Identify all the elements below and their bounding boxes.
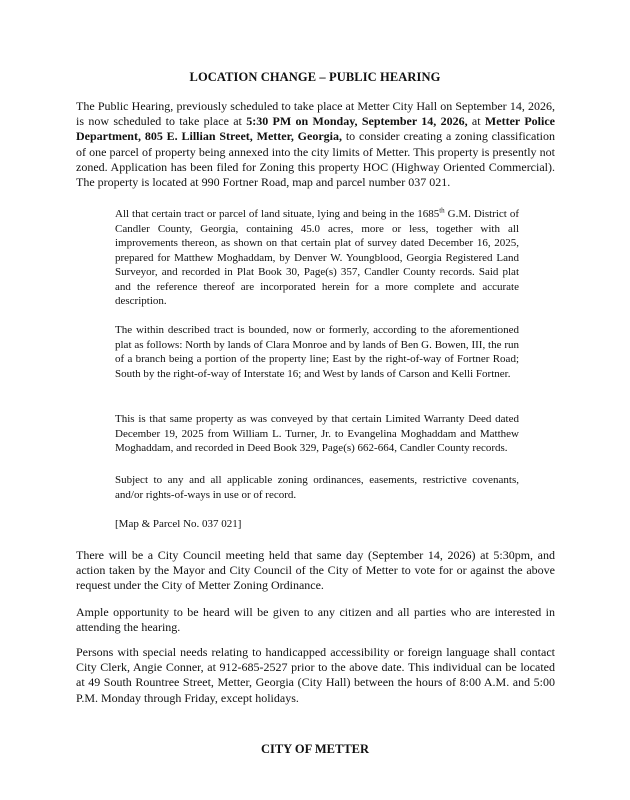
opportunity-paragraph: Ample opportunity to be heard will be given to any citizen and all parties who are interested in attending the hearing. [76,605,555,635]
intro-paragraph [76,99,555,190]
hearing-time: 5:30 PM on Monday, September 14, 2026, [246,114,468,129]
intro-text-3: to consider creating a zoning classification of one parcel of property being annexed into the city limits of Metter. This property is presently not zoned. Application has been filed for Zoning this property HOC (Highway Oriented Commercial). The property is located at 990 Fortner Road, map and parcel number 037 021. [76,129,555,190]
deed-paragraph: This is that same property as was conveyed by that certain Limited Warranty Deed dated December 19, 2025 from William L. Turner, Jr. to Evangelina Moghaddam and Matthew Moghaddam, and recorded in Deed Book 329, Page(s) 662-664, Candler County records. [115,413,519,454]
council-meeting-paragraph: There will be a City Council meeting held that same day (September 14, 2026) at 5:30pm, and action taken by the Mayor and City Council of the City of Metter to vote for or against the above request under the City of Metter Zoning Ordinance. [76,548,555,593]
ordinal-suffix: th [439,206,445,215]
hearing-location: Metter Police Department, 805 E. Lillian Street, Metter, Georgia, [76,114,555,144]
signature-block: CITY OF METTER [260,742,370,756]
intro-text-2: at [467,114,485,129]
intro-text-1: The Public Hearing, previously scheduled to take place at Metter City Hall on September 14, 2026, is now scheduled to take place at [76,99,555,129]
legal-description-paragraph [115,207,519,309]
zoning-subject-paragraph: Subject to any and all applicable zoning ordinances, easements, restrictive covenants, and/or rights-of-ways in use or of record. [115,474,519,501]
boundaries-paragraph: The within described tract is bounded, now or formerly, according to the aforementioned plat as follows: North by lands of Clara Monroe and by lands of Ben G. Bowen, III, the run of a branch being a portion of the property line; East by the right-of-way of Fortner Road; South by the right-of-way of Interstate 16; and West by lands of Carson and Kelli Fortner. [115,324,519,380]
document-title: LOCATION CHANGE – PUBLIC HEARING [189,70,441,84]
map-parcel-reference: [Map & Parcel No. 037 021] [115,518,242,530]
legal-text-1: All that certain tract or parcel of land situate, lying and being in the 1685 [115,208,440,220]
legal-text-2: G.M. District of Candler County, Georgia, containing 45.0 acres, more or less, together with all improvements thereon, as shown on that certain plat of survey dated December 16, 2025, prepared for Matthew Moghaddam, by Denver W. Youngblood, Georgia Registered Land Surveyor, and recorded in Plat Book 30, Page(s) 357, Candler County records. Said plat and the reference thereof are incorporated herein for a more complete and accurate description. [115,208,519,307]
special-needs-paragraph: Persons with special needs relating to handicapped accessibility or foreign language shall contact City Clerk, Angie Conner, at 912-685-2527 prior to the above date. This individual can be located at 49 South Rountree Street, Metter, Georgia (City Hall) between the hours of 8:00 A.M. and 5:00 P.M. Monday through Friday, except holidays. [76,645,555,705]
